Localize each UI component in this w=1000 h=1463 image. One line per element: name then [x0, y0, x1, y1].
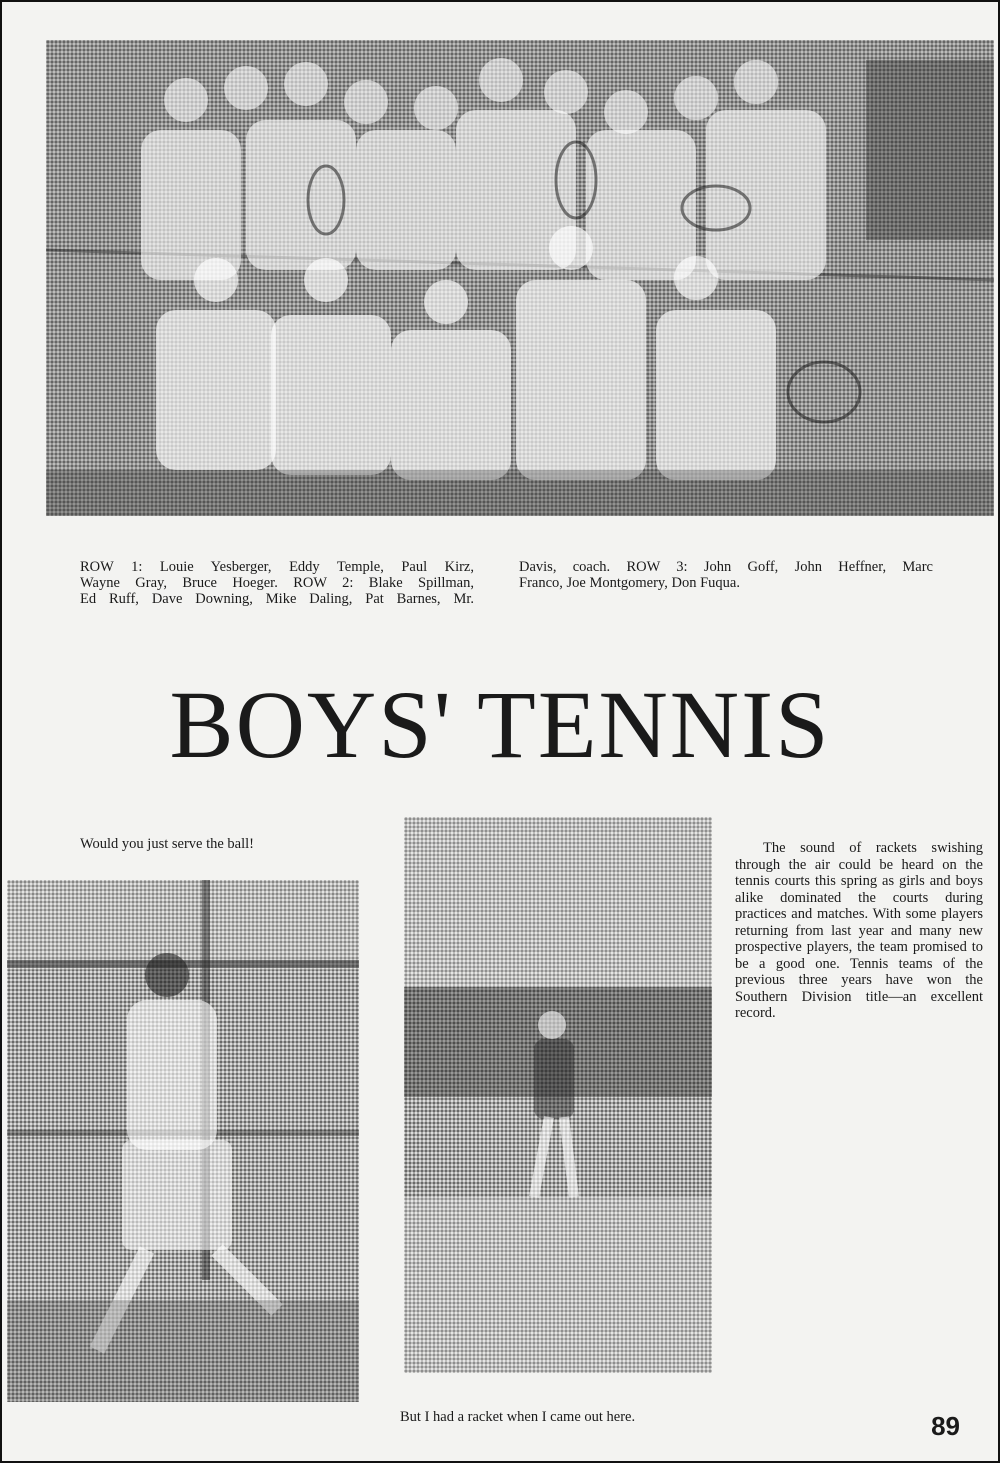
team-caption-line: ROW 1: Louie Yesberger, Eddy Temple, Paul Kirz,: [80, 559, 474, 575]
team-caption-line: Ed Ruff, Dave Downing, Mike Daling, Pat Barnes, Mr.: [80, 591, 474, 607]
team-caption-line: Franco, Joe Montgomery, Don Fuqua.: [519, 575, 740, 591]
page-number: 89: [931, 1411, 960, 1441]
team-photo-illustration: [46, 40, 994, 516]
team-caption-line: Wayne Gray, Bruce Hoeger. ROW 2: Blake Spillman,: [80, 575, 474, 591]
article-paragraph: The sound of rackets swishing through the air could be heard on the tennis courts this spring as girls and boys alike dominated the courts during practices and matches. With some players returning from last year and many new prospective players, the team promised to be a good one. Tennis teams of the previous three years have won the Southern Division title—an excellent record.: [735, 840, 983, 1021]
team-photo: [46, 40, 994, 516]
serve-photo-caption: Would you just serve the ball!: [80, 836, 255, 852]
serve-photo: [7, 880, 359, 1402]
page-title: BOYS' TENNIS: [169, 671, 831, 778]
racket-photo: [404, 817, 712, 1373]
racket-photo-caption: But I had a racket when I came out here.: [400, 1409, 636, 1425]
racket-photo-illustration: [404, 817, 712, 1373]
serve-photo-illustration: [7, 880, 359, 1402]
team-caption-line: Davis, coach. ROW 3: John Goff, John Heffner, Marc: [519, 559, 933, 575]
article-body: [735, 840, 983, 1022]
